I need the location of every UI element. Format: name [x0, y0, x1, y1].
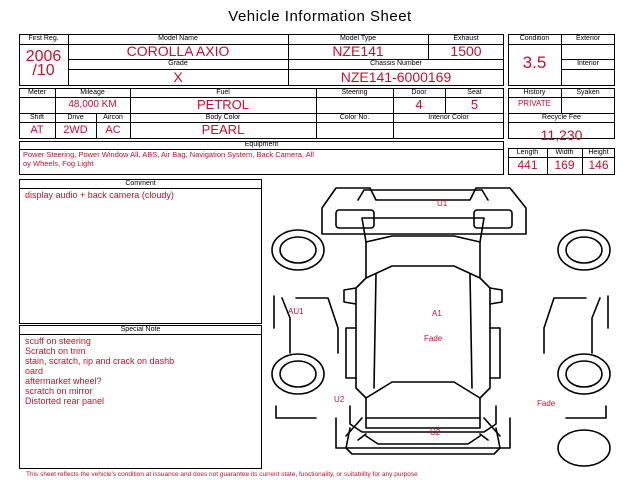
comment-box	[19, 179, 262, 324]
mileage-value: 48,000 KM	[68, 99, 117, 110]
car-damage-diagram	[266, 178, 616, 470]
model-name: COROLLA AXIO	[126, 43, 230, 59]
shift-value: AT	[30, 124, 44, 136]
first-reg-label: First Reg.	[28, 35, 59, 42]
damage-mark: A1	[432, 309, 442, 318]
shift-label: Shift	[29, 114, 44, 121]
width-value: 169	[554, 158, 575, 172]
damage-mark: U1	[437, 199, 448, 208]
steering-label: Steering	[341, 89, 368, 96]
seat-value: 5	[470, 97, 479, 112]
body-color-value: PEARL	[201, 122, 245, 137]
car-body-outline	[356, 218, 490, 418]
disclaimer-footer: This sheet reflects the vehicle's condition at issuance and does not guarantee its current state, functionality, or suitability for any purpose	[26, 471, 418, 478]
drive-value: 2WD	[63, 124, 88, 136]
aircon-value: AC	[105, 124, 121, 136]
equipment-list	[23, 150, 314, 168]
damage-mark: Fade	[424, 334, 443, 343]
aircon-label: Aircon	[103, 114, 123, 121]
special-note-item: stain, scratch, rip and crack on dashb	[25, 356, 175, 366]
sheet-title: Vehicle Information Sheet	[228, 8, 412, 25]
syaken-label: Syaken	[576, 89, 600, 96]
special-note-label: Special Note	[120, 326, 161, 333]
special-note-item: Distorted rear panel	[25, 396, 105, 406]
grade-label: Grade	[168, 60, 188, 67]
interior-label: Interior	[577, 60, 599, 67]
special-note-item: oard	[25, 366, 44, 376]
door-label: Door	[411, 89, 427, 96]
recycle-fee-value: 11,230	[540, 127, 583, 143]
equipment-line: Power Steering, Power Window All, ABS, Air Bag, Navigation System, Back Camera, All	[23, 150, 314, 159]
special-note-item: Scratch on trim	[25, 346, 86, 356]
damage-mark: U2	[334, 395, 345, 404]
equipment-line: oy Wheels, Fog Light	[23, 159, 94, 168]
width-label: Width	[555, 149, 574, 156]
comment-text: display audio + back camera (cloudy)	[25, 190, 174, 200]
special-note-item: aftermarket wheel?	[25, 376, 102, 386]
history-label: History	[523, 89, 546, 96]
mileage-label: Mileage	[80, 89, 105, 96]
equipment-label: Equipment	[244, 141, 279, 148]
fuel-label: Fuel	[216, 89, 230, 96]
drive-label: Drive	[67, 114, 84, 121]
meter-label: Meter	[28, 89, 46, 96]
condition-label: Condition	[519, 35, 550, 42]
special-note-list	[25, 336, 174, 406]
front-bumper-outline	[322, 188, 526, 234]
length-label: Length	[516, 149, 539, 156]
interior-color-label: Interior Color	[428, 114, 469, 121]
fuel-value: PETROL	[196, 97, 249, 112]
comment-label: Comment	[125, 180, 156, 187]
height-label: Height	[588, 149, 609, 156]
chassis-number: NZE141-6000169	[340, 69, 452, 85]
grade-value: X	[173, 69, 183, 85]
chassis-label: Chassis Number	[370, 60, 422, 67]
exterior-label: Exterior	[575, 35, 601, 42]
model-type: NZE141	[332, 43, 384, 59]
model-type-label: Model Type	[339, 35, 377, 42]
length-value: 441	[517, 158, 538, 172]
spare-wheel	[558, 430, 610, 466]
damage-mark: AU1	[288, 307, 304, 316]
condition-grade: 3.5	[522, 53, 547, 72]
damage-mark: Fade	[537, 399, 556, 408]
color-no-label: Color No.	[339, 114, 370, 121]
first-reg-month: /10	[32, 62, 55, 79]
history-value: PRIVATE	[517, 99, 552, 108]
recycle-fee-label: Recycle Fee	[542, 114, 581, 121]
special-note-item: scratch on mirror	[25, 386, 93, 396]
exhaust-label: Exhaust	[453, 35, 479, 42]
seat-label: Seat	[467, 89, 482, 96]
damage-mark: U2	[430, 428, 441, 437]
special-note-item: scuff on steering	[25, 336, 91, 346]
first-reg-year: 2006	[25, 48, 62, 65]
model-name-label: Model Name	[158, 35, 198, 42]
door-value: 4	[415, 97, 423, 112]
height-value: 146	[588, 158, 609, 172]
body-color-label: Body Color	[205, 114, 241, 121]
exhaust-value: 1500	[450, 43, 482, 59]
